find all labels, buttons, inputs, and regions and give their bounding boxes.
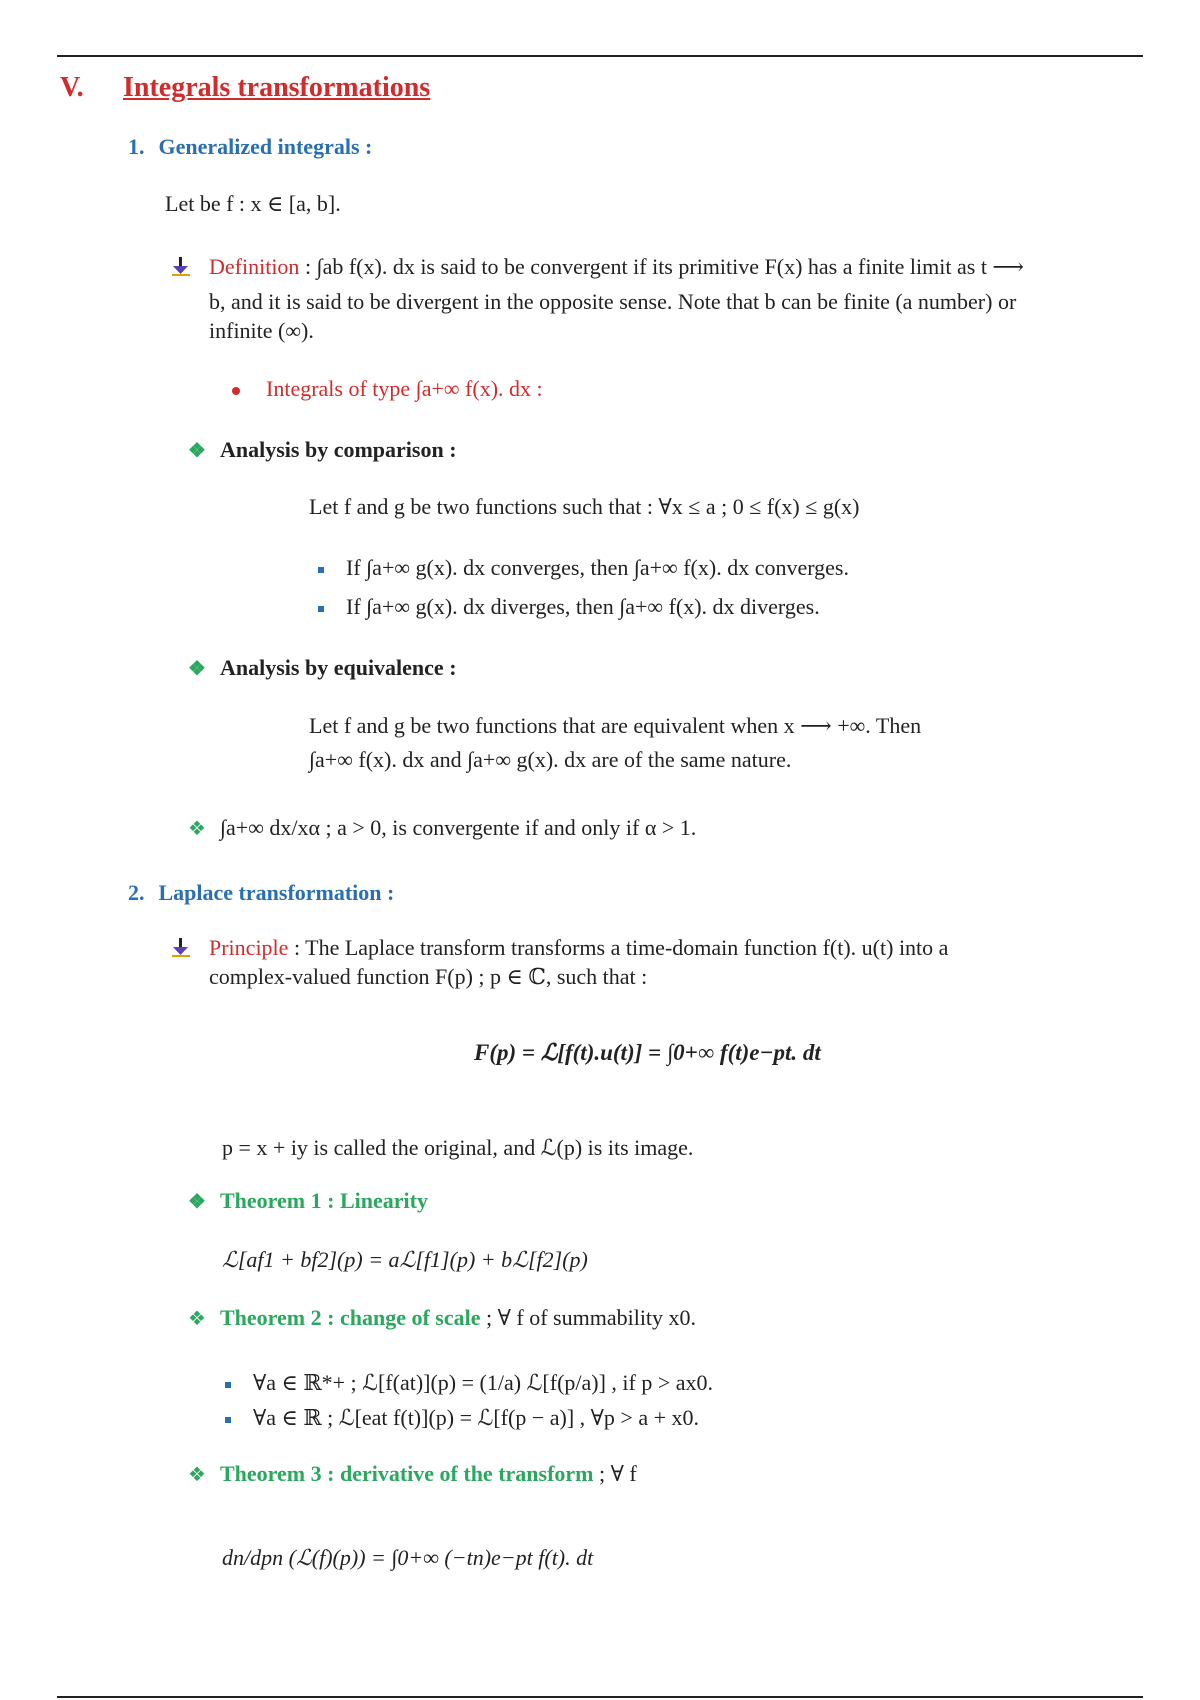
definition-label: Definition <box>209 254 300 279</box>
comparison-item-2: If ∫a+∞ g(x). dx diverges, then ∫a+∞ f(x). dx diverges. <box>318 594 820 620</box>
section-number: V. <box>60 72 84 103</box>
theorem2-heading: ❖ Theorem 2 : change of scale ; ∀ f of summability x0. <box>188 1305 697 1330</box>
theorem3-heading: ❖ Theorem 3 : derivative of the transform ; ∀ f <box>188 1461 637 1486</box>
s1-intro: Let be f : x ∈ [a, b]. <box>165 191 341 216</box>
s1-heading: 1. Generalized integrals : <box>128 134 373 159</box>
principle-line2: complex-valued function F(p) ; p ∈ ℂ, such that : <box>209 964 648 989</box>
diamond-bullet-icon: ❖ <box>188 1464 206 1486</box>
diamond-bullet-icon: ❖ <box>188 440 206 462</box>
theorem2-item-1: ∀a ∈ ℝ*+ ; ℒ[f(at)](p) = (1/a) ℒ[f(p/a)] , if p > ax0. <box>225 1370 713 1396</box>
comparison-item-1: If ∫a+∞ g(x). dx converges, then ∫a+∞ f(x). dx converges. <box>318 555 849 581</box>
definition-line3: infinite (∞). <box>209 318 314 343</box>
laplace-formula: F(p) = ℒ[f(t).u(t)] = ∫0+∞ f(t)e−pt. dt <box>474 1040 821 1065</box>
s2-heading: 2. Laplace transformation : <box>128 880 395 905</box>
square-bullet-icon <box>225 1417 231 1423</box>
diamond-bullet-icon: ❖ <box>188 818 206 840</box>
top-rule <box>57 55 1143 57</box>
square-bullet-icon <box>225 1382 231 1388</box>
principle-line1: Principle : The Laplace transform transforms a time-domain function f(t). u(t) into a <box>209 935 949 960</box>
principle-label: Principle <box>209 935 289 960</box>
diamond-bullet-icon: ❖ <box>188 1191 206 1213</box>
equivalence-line2: ∫a+∞ f(x). dx and ∫a+∞ g(x). dx are of the same nature. <box>309 747 792 772</box>
comparison-intro: Let f and g be two functions such that : ∀x ≤ a ; 0 ≤ f(x) ≤ g(x) <box>309 494 860 519</box>
diamond-bullet-icon: ❖ <box>188 658 206 680</box>
arrow-down-icon <box>170 937 192 964</box>
original-image-sentence: p = x + iy is called the original, and ℒ(p) is its image. <box>222 1135 694 1160</box>
theorem3-formula: dn/dpn (ℒ(f)(p)) = ∫0+∞ (−tn)e−pt f(t). dt <box>222 1545 594 1570</box>
equivalence-line1: Let f and g be two functions that are equivalent when x ⟶ +∞. Then <box>309 713 922 738</box>
square-bullet-icon <box>318 567 324 573</box>
integral-type-bullet: Integrals of type ∫a+∞ f(x). dx : <box>232 376 543 402</box>
comparison-heading: ❖ Analysis by comparison : <box>188 437 457 462</box>
definition-line2: b, and it is said to be divergent in the opposite sense. Note that b can be finite (a number) or <box>209 289 1017 314</box>
section-title: Integrals transformations <box>123 72 431 103</box>
theorem2-item-2: ∀a ∈ ℝ ; ℒ[eat f(t)](p) = ℒ[f(p − a)] , ∀p > a + x0. <box>225 1405 699 1431</box>
bullet-dot-icon <box>232 387 240 395</box>
diamond-bullet-icon: ❖ <box>188 1308 206 1330</box>
definition-line1: Definition : ∫ab f(x). dx is said to be convergent if its primitive F(x) has a finite limit as t ⟶ <box>209 254 1024 279</box>
theorem1-heading: ❖ Theorem 1 : Linearity <box>188 1188 428 1213</box>
theorem1-formula: ℒ[af1 + bf2](p) = aℒ[f1](p) + bℒ[f2](p) <box>222 1247 588 1272</box>
bottom-rule <box>57 1696 1143 1698</box>
arrow-down-icon <box>170 256 192 283</box>
square-bullet-icon <box>318 606 324 612</box>
riemann-criterion: ❖ ∫a+∞ dx/xα ; a > 0, is convergente if and only if α > 1. <box>188 815 697 840</box>
equivalence-heading: ❖ Analysis by equivalence : <box>188 655 457 680</box>
